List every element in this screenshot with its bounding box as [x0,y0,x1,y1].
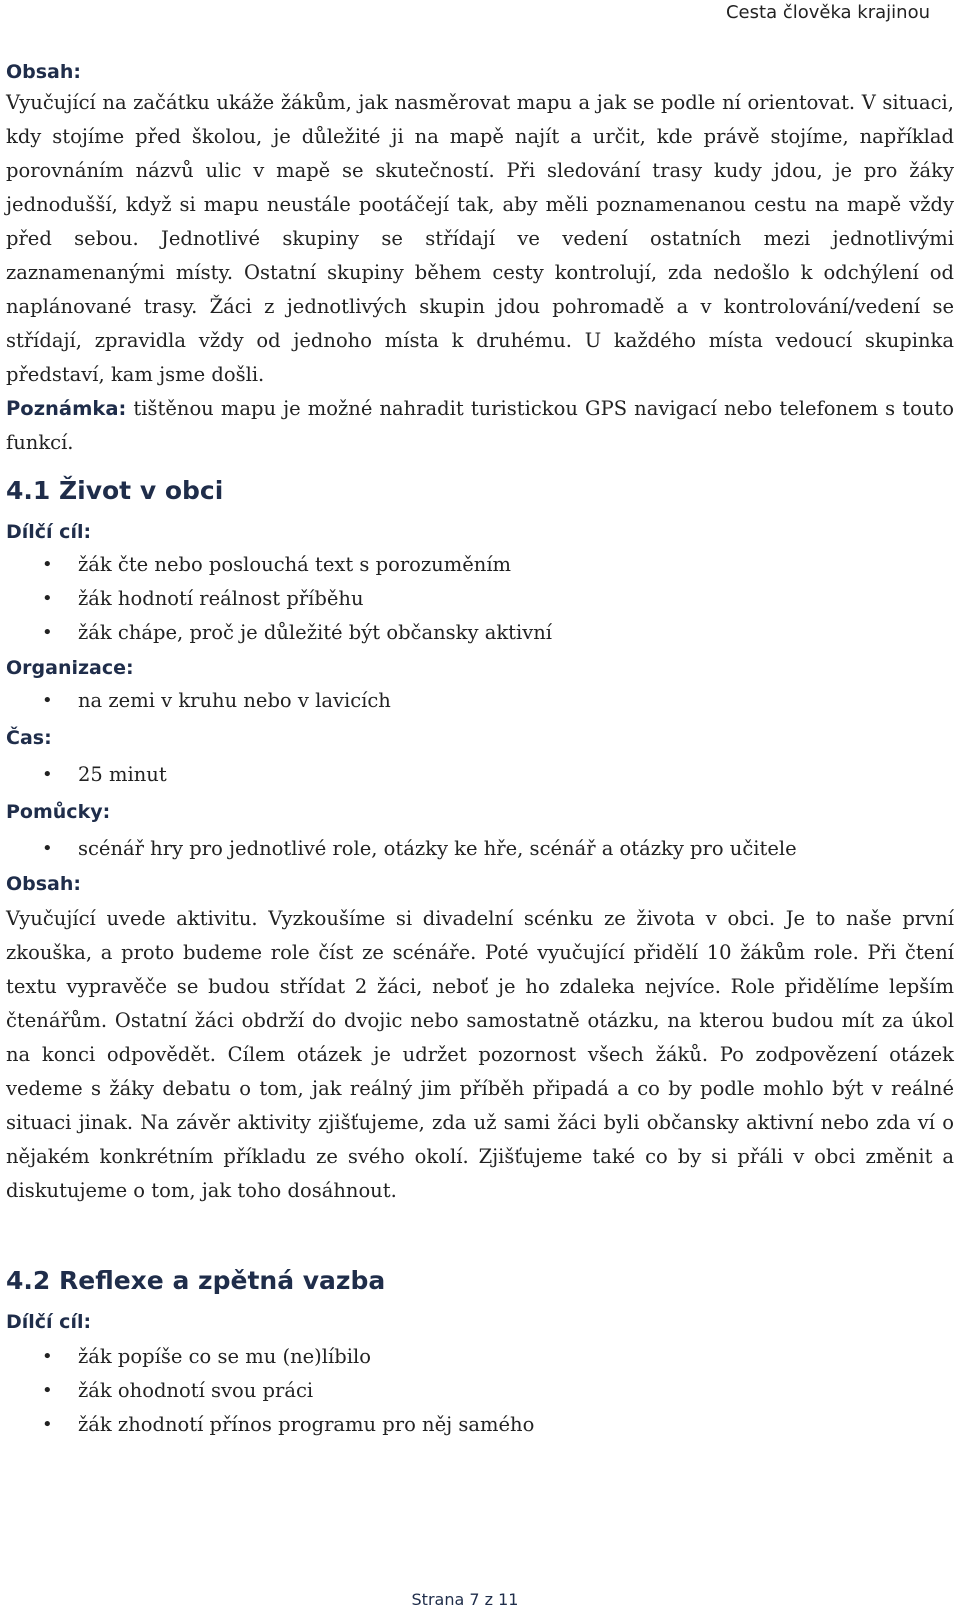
goal-text: žák ohodnotí svou práci [78,1379,314,1402]
intro-obsah-label: Obsah: [6,61,82,83]
section-4-2-heading: 4.2 Reflexe a zpětná vazba [6,1266,386,1295]
section-4-1-time-list [6,758,954,792]
list-item [6,684,954,718]
bullet-icon: • [42,838,53,859]
bullet-icon: • [42,764,53,785]
goal-text: žák čte nebo poslouchá text s porozuměním [78,553,512,576]
bullet-icon: • [42,554,53,575]
section-4-1-heading: 4.1 Život v obci [6,476,224,505]
section-4-2-goal-label: Dílčí cíl: [6,1311,92,1333]
bullet-icon: • [42,1380,53,1401]
note-text: tištěnou mapu je možné nahradit turistickou GPS navigací nebo telefonem s touto funkcí. [6,397,954,454]
goal-text: žák zhodnotí přínos programu pro něj samého [78,1413,535,1436]
list-item [6,1340,954,1374]
section-4-1-obsah-label: Obsah: [6,873,82,895]
section-4-1-goal-label: Dílčí cíl: [6,521,92,543]
bullet-icon: • [42,588,53,609]
section-4-1-aids-list [6,832,954,866]
bullet-icon: • [42,690,53,711]
bullet-icon: • [42,622,53,643]
bullet-icon: • [42,1346,53,1367]
section-4-1-goal-list [6,548,954,650]
list-item [6,582,954,616]
page-content [6,60,954,1442]
section-4-1-org-label: Organizace: [6,657,134,679]
bullet-icon: • [42,1414,53,1435]
section-4-2-goal-list [6,1340,954,1442]
list-item [6,758,954,792]
list-item [6,1374,954,1408]
list-item [6,548,954,582]
section-4-1-aids-label: Pomůcky: [6,801,111,823]
list-item [6,1408,954,1442]
running-header: Cesta člověka krajinou [725,2,930,23]
section-4-1-paragraph: Vyučující uvede aktivitu. Vyzkoušíme si divadelní scénku ze života v obci. Je to naše první zkouška, a proto budeme role číst ze scénáře. Poté vyučující přidělí 10 žákům role. Při čtení textu vypravěče se budou střídat 2 žáci, neboť je ho zdaleka nejvíce. Role přidělíme lepším čtenářům. Ostatní žáci obdrží do dvojic nebo samostatně otázku, na kterou budou mít za úkol na konci odpovědět. Cílem otázek je udržet pozornost všech žáků. Po zodpovězení otázek vedeme s žáky debatu o tom, jak reálný jim příběh připadá a co by podle mohlo být v reálné situaci jinak. Na závěr aktivity zjišťujeme, zda už sami žáci byli občansky aktivní nebo zda ví o nějakém konkrétním příkladu ze svého okolí. Zjišťujeme také co by si přáli v obci změnit a diskutujeme o tom, jak toho dosáhnout. [6,907,954,1202]
page-footer: Strana 7 z 11 [411,1590,519,1609]
aids-text: scénář hry pro jednotlivé role, otázky ke hře, scénář a otázky pro učitele [78,837,797,860]
goal-text: žák hodnotí reálnost příběhu [78,587,364,610]
goal-text: žák popíše co se mu (ne)líbilo [78,1345,371,1368]
intro-note [6,392,954,460]
list-item [6,616,954,650]
time-text: 25 minut [78,763,167,786]
section-4-1-org-list [6,684,954,718]
goal-text: žák chápe, proč je důležité být občansky aktivní [78,621,553,644]
intro-paragraph: Vyučující na začátku ukáže žákům, jak nasměrovat mapu a jak se podle ní orientovat. V situaci, kdy stojíme před školou, je důležité ji na mapě najít a určit, kde právě stojíme, například porovnáním názvů ulic v mapě se skutečností. Při sledování trasy kudy jdou, je pro žáky jednodušší, když si mapu neustále pootáčejí tak, aby měli poznamenanou cestu na mapě vždy před sebou. Jednotlivé skupiny se střídají ve vedení ostatních mezi jednotlivými zaznamenanými místy. Ostatní skupiny během cesty kontrolují, zda nedošlo k odchýlení od naplánované trasy. Žáci z jednotlivých skupin jdou pohromadě a v kontrolování/vedení se střídají, zpravidla vždy od jednoho místa k druhému. U každého místa vedoucí skupinka představí, kam jsme došli. [6,91,954,386]
section-4-1-time-label: Čas: [6,727,52,749]
note-label: Poznámka: [6,397,127,420]
list-item [6,832,954,866]
org-text: na zemi v kruhu nebo v lavicích [78,689,391,712]
